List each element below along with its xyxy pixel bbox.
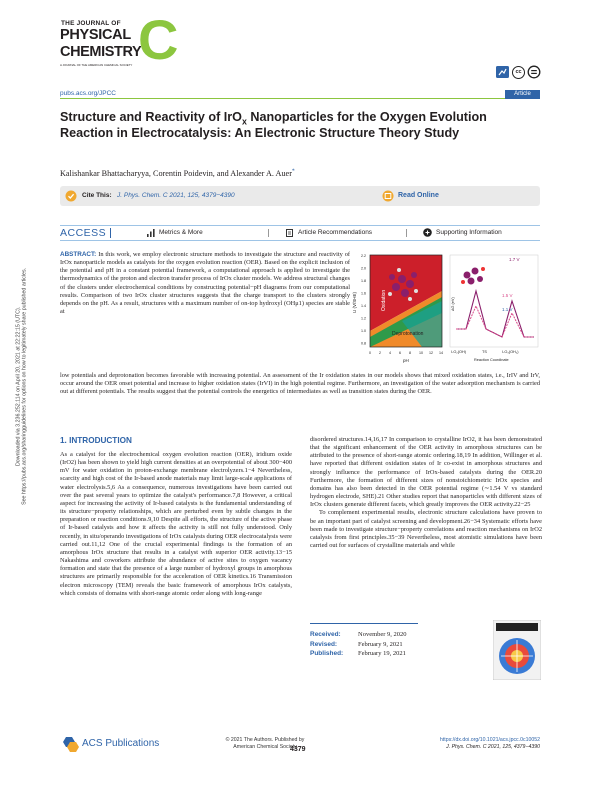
y-tick-label: 1.4 [361, 304, 366, 308]
revised-label: Revised: [310, 640, 338, 648]
y-tick-label: 0.8 [361, 341, 366, 346]
logo-tagline: A JOURNAL OF THE AMERICAN CHEMICAL SOCIETY [60, 63, 133, 67]
x-tick-label: 2 [379, 351, 381, 355]
y-tick-label: 1.6 [361, 291, 366, 296]
published-date: February 19, 2021 [358, 650, 406, 657]
energy-label-2: 1.5 V [502, 293, 513, 298]
download-line: Downloaded via 3.236.252.114 on April 20, 2021 at 22:22:15 (UTC). [15, 306, 22, 467]
cite-box [60, 186, 540, 206]
logo-line2: PHYSICAL [60, 27, 131, 43]
abstract-heading: ABSTRACT: [60, 251, 97, 258]
received-row [310, 630, 407, 640]
received-date: November 9, 2020 [358, 631, 407, 638]
cc-icon [512, 66, 525, 79]
read-online-icon [382, 190, 394, 202]
x-tick-label: 0 [369, 351, 371, 355]
article-type-text: Article [514, 91, 531, 97]
revised-row [310, 640, 407, 650]
recommendations-link[interactable]: Article Recommendations [298, 229, 373, 236]
logo-letter-c: C [138, 8, 179, 71]
logo-line1: THE JOURNAL OF [61, 20, 121, 27]
panel-x-label: Reaction Coordinate [474, 358, 509, 362]
intro-col2-p2: To complement experimental results, electronic structure calculations have proven to be an important part of catalyst screening and development.26−34 Systematic efforts have been made to investigate structure−property correlations and reaction mechanisms on IrO2 catalysis from first principles.35−39 Nevertheless, most atomistic simulations have been carried out for surfaces of crystalline materials and while [310, 509, 542, 550]
supporting-info-link[interactable]: Supporting Information [436, 229, 502, 236]
panel-y-label: ΔG (eV) [451, 297, 455, 311]
y-tick-label: 2.2 [361, 254, 366, 258]
revised-date: February 9, 2021 [358, 640, 403, 648]
cite-text[interactable]: J. Phys. Chem. C 2021, 125, 4379−4390 [117, 192, 235, 199]
download-notice [16, 86, 29, 686]
no-derivatives-icon [527, 65, 541, 79]
received-label: Received: [310, 631, 341, 638]
x-tick-label: 6 [399, 351, 401, 355]
intro-col2-p1: disordered structures.14,16,17 In comparison to crystalline IrO2, it has been demonstrated that the significant enhancement of the OER activity in amorphous structures can be attributed to the presence of short-range atomic ordering.18,19 In addition, Willinger et al. have reported that different oxidation states of Ir co-exist in amorphous structures and strongly influence the performance of IrOx-based catalysts during the OER.20 Furthermore, the formation of different sizes of nonstoichiometric IrOx species and domains has also been detected in the OER potential regime (∼1.54 V vs standard hydrogen electrode, SHE).21 Other studies report that nanoparticles with different sizes of IrOx clusters generate different facets, which greatly improves the OER activity.22−25 [310, 436, 542, 509]
title-pre: Structure and Reactivity of IrO [60, 110, 242, 124]
abstract-text-narrow: In this work, we employ electronic structure methods to investigate the structure and reactivity of IrOx nanoparticle models as catalysts for the oxygen evolution reaction (OER). Based on the explicit inclusion of the potential and pH in a constant potential framework, a computational approach is applied to investigate the thermodynamics of the proton and electron transfer process of IrOx cluster models. We address structural changes of the clusters under electrochemical conditions by constructing potential−pH diagrams from our computational results. Comparison of two IrOx cluster structures suggests that the charge transport to the clusters strongly depends on the pH. As a result, structures with a maximum number of on-top hydroxyl (OHμ1) species are stable at [60, 251, 350, 316]
logo-line3: CHEMISTRY [60, 44, 142, 60]
metrics-icon [147, 229, 155, 237]
article-title [60, 110, 530, 141]
publisher-name: ACS Publications [82, 738, 160, 749]
cc-text: cc [515, 69, 522, 75]
x-ticks [369, 351, 443, 355]
y-axis-label: U (V/SHE) [352, 291, 357, 313]
sharing-guidelines-line: See https://pubs.acs.org/sharingguidelines for options on how to legitimately share published articles. [22, 267, 28, 505]
journal-url[interactable]: pubs.acs.org/JPCC [60, 90, 116, 97]
license-icons [496, 65, 544, 79]
author-list [60, 169, 295, 178]
region-deprotonation-label: Deprotonation [392, 331, 424, 337]
published-label: Published: [310, 650, 344, 657]
copyright-line1: © 2021 The Authors. Published by [225, 737, 305, 743]
panel-bottom-2: TS [482, 350, 487, 354]
copyright-notice [200, 737, 330, 750]
footer-cite-text: J. Phys. Chem. C 2021, 125, 4379−4390 [446, 743, 540, 750]
intro-col2 [310, 436, 542, 550]
intro-heading: 1. INTRODUCTION [60, 436, 132, 445]
x-tick-label: 10 [419, 351, 423, 355]
journal-cover-thumbnail[interactable] [493, 620, 541, 680]
title-sub: x [241, 116, 247, 127]
abstract-wide [60, 372, 540, 396]
published-row [310, 649, 407, 659]
article-type-badge [505, 90, 540, 99]
read-online-link[interactable]: Read Online [398, 191, 439, 199]
abstract-text-wide: low potentials and deprotonation becomes favorable with increasing potential. An assessment of the Ir oxidation states in our models shows that mixed oxidation states, i.e., IrIV and IrV, occur around the OER onset potential and increase to higher oxidation states (IrVI) in the high potential regime. Furthermore, an investigation of the water adsorption mechanism is carried out at different potentials. The results suggest that the potential controls the energetics of intermediates as well as transition states during the OER. [60, 372, 540, 396]
metrics-link[interactable]: Metrics & More [159, 229, 203, 236]
authors: Kalishankar Bhattacharyya, Corentin Poidevin, and Alexander A. Auer [60, 169, 292, 178]
panel-bottom-1: I-O₂(OH) [451, 350, 466, 354]
history-box [310, 623, 542, 677]
energy-label-1: 1.7 V [509, 257, 520, 262]
y-tick-label: 2.0 [361, 266, 366, 271]
access-divider-2 [268, 229, 269, 237]
access-divider [110, 228, 111, 238]
access-label: ACCESS [60, 227, 107, 239]
intro-col1-text: As a catalyst for the electrochemical oxygen evolution reaction (OER), iridium oxide (IrO2) has been shown to yield high current densities at an overpotential of about 300−400 mV for water oxidation in proton-exchange membrane electrolyzers.1−4 Nevertheless, scarcity and high cost of the Ir-based anode materials may limit large-scale applications of water electrolysis.5,6 As a consequence, numerous investigations have been carried out over the past several years to optimize the catalyst's performance.7,8 However, a critical aspect for increasing the activity of Ir-based catalysts is the fundamental understanding of its structure−property relationships, which are perturbed even by subtle changes in the preparation or reaction conditions.9,10 Despite all efforts, the structure of the active phase of Ir-based catalysts and how it affects the activity is still not fully understood. Only recently, in situ/operando investigations of IrOx catalysts during OER electrocatalysis were carried out.11,12 One of the crucial experimental findings is the formation of an amorphous IrOx structure that results in a catalyst with superior OER activity.13−15 Nakashima and coworkers attribute the abundance of active sites to oxygen vacancy formation and state that the presence of a large number of hydroxyl groups in amorphous structures are primarily responsible for the acceleration of OER kinetics.16 Transmission electron microscopy (TEM) reveals the basic framework of amorphous IrOx catalysts, which consists of domains with short-range atomic order along with long-range [60, 451, 292, 597]
cite-icon [65, 190, 77, 202]
panel-bottom-3: I-O₃(OH₂) [502, 350, 519, 354]
intro-col1 [60, 451, 292, 598]
cite-label: Cite This: [82, 192, 112, 199]
page-number: 4379 [290, 746, 306, 753]
article-recommendations-icon [286, 229, 293, 237]
energy-label-3: 1.1 V [502, 307, 513, 312]
y-tick-label: 1.2 [361, 316, 366, 321]
y-ticks [361, 254, 366, 346]
title-post: Nanoparticles for the Oxygen Evolution Reaction in Electrocatalysis: An Electronic Structure Theory Study [60, 110, 487, 140]
x-tick-label: 4 [389, 351, 391, 355]
access-bar [60, 225, 540, 241]
access-divider-3 [406, 229, 407, 237]
footer-citation [400, 737, 540, 750]
y-tick-label: 1.8 [361, 279, 366, 283]
region-oxidation-label: Oxidation [381, 289, 387, 311]
x-tick-label: 12 [429, 351, 433, 355]
copyright-line2: American Chemical Society [233, 743, 297, 750]
toc-graphic-svg [352, 251, 540, 369]
abstract-narrow [60, 251, 350, 316]
toc-graphic [352, 251, 540, 369]
x-axis-label: pH [403, 358, 409, 363]
header-rule [60, 98, 540, 99]
supporting-info-icon [423, 228, 432, 237]
acs-hexagon-icon [60, 736, 80, 752]
x-tick-label: 14 [439, 351, 443, 355]
history-rule [310, 623, 418, 624]
y-tick-label: 1.0 [361, 329, 366, 333]
journal-logo[interactable] [60, 8, 179, 86]
x-tick-label: 8 [409, 351, 411, 355]
corresponding-mark[interactable]: * [291, 168, 295, 175]
doi-link[interactable]: https://dx.doi.org/10.1021/acs.jpcc.0c10052 [439, 737, 540, 743]
